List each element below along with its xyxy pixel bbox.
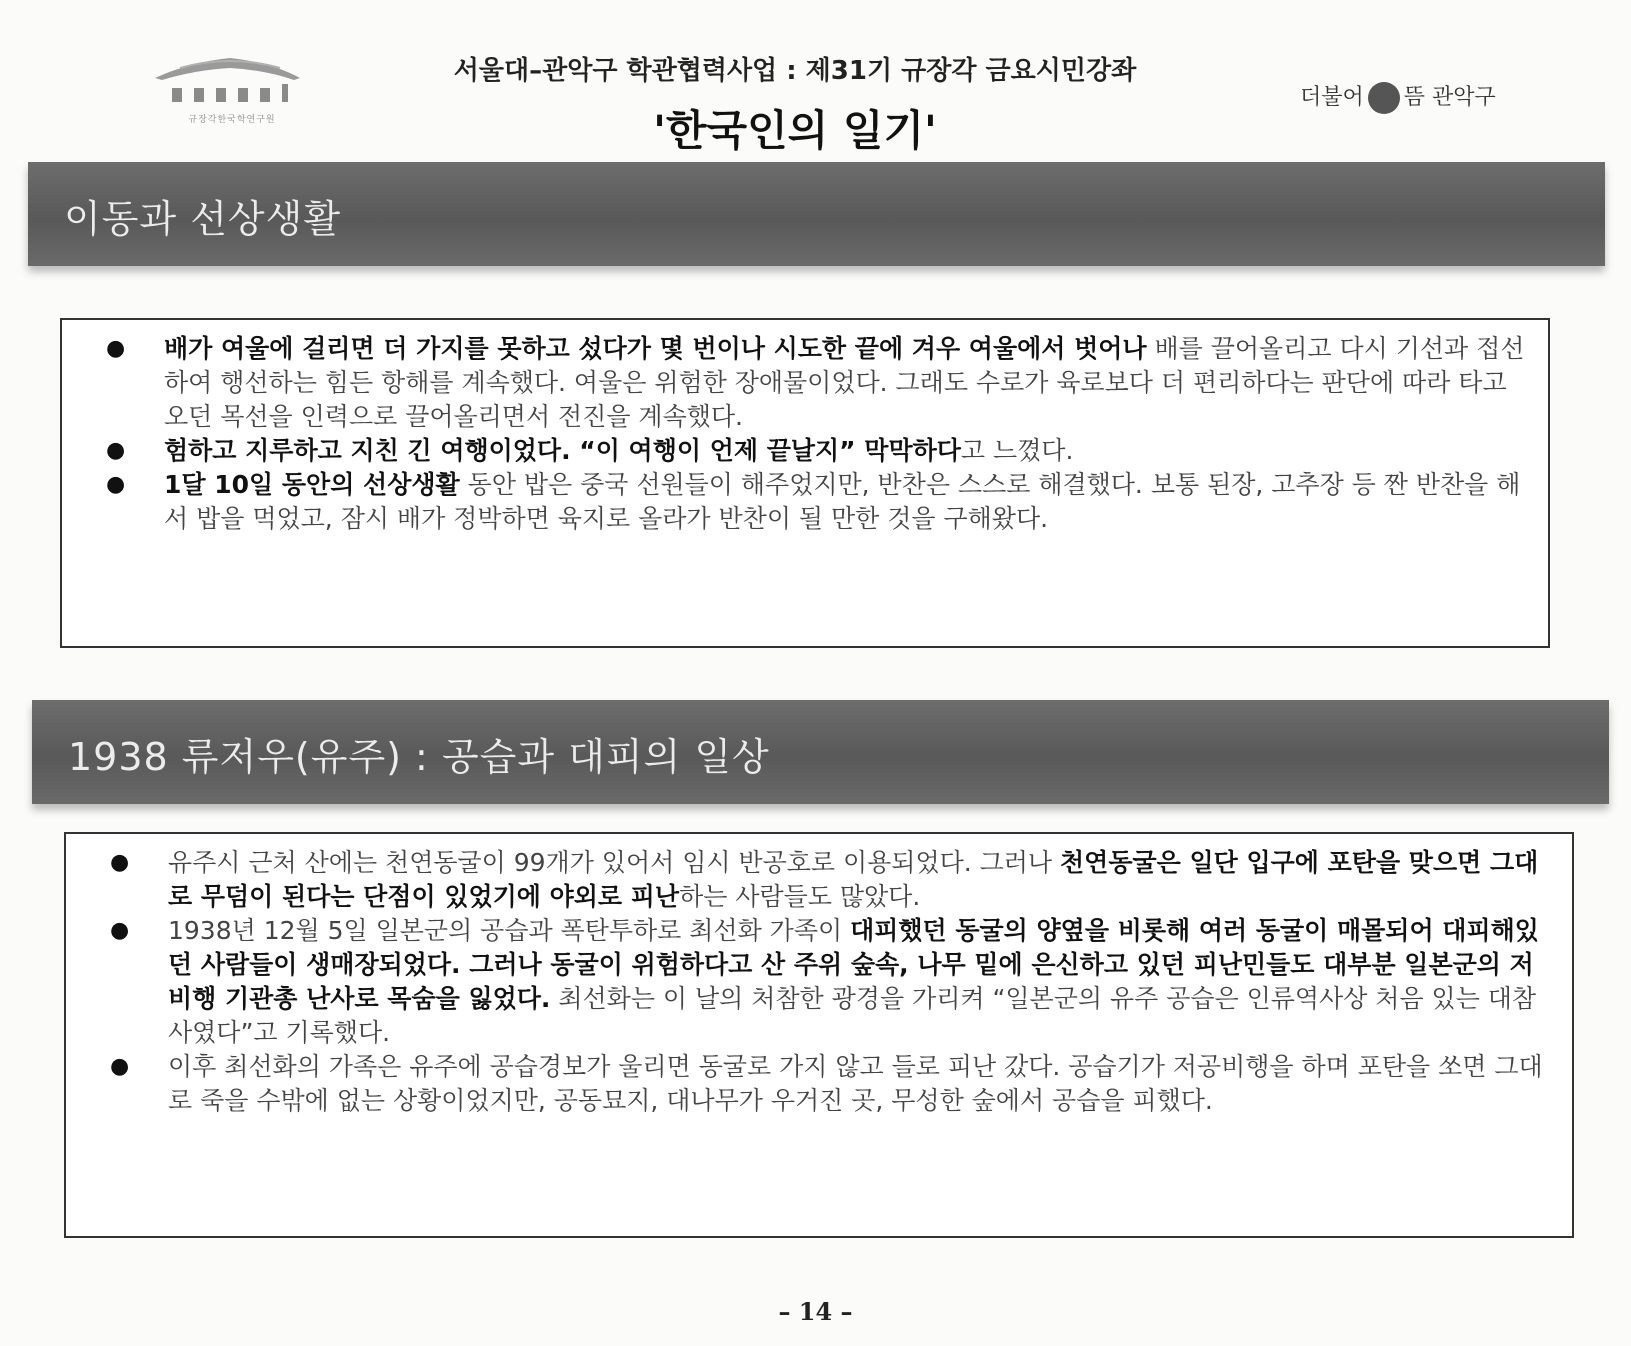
section-heading-bar	[32, 700, 1609, 804]
emphasis-text: 천연동굴은 일단 입구에 포탄을 맞으면 그대로 무덤이 된다는 단점이 있었기에 야외로 피난	[168, 848, 1539, 911]
section-content-box	[60, 318, 1550, 648]
list-item	[98, 332, 1530, 434]
kyujanggak-logo	[150, 48, 320, 138]
section-heading: 이동과 선상생활	[64, 197, 342, 241]
list-item	[98, 434, 1530, 468]
logo-text-b: 뜸 관악구	[1403, 85, 1496, 110]
bullet-list	[102, 846, 1554, 1118]
bullet-icon: ●	[106, 472, 126, 497]
bullet-icon: ●	[106, 336, 126, 361]
section-content-box	[64, 832, 1574, 1238]
emphasis-text: 1달 10일 동안의 선상생활	[164, 470, 460, 499]
body-text: 배를 끌어올리고 다시 기선과 접선하여 행선하는 힘든 항해를 계속했다. 여울은 위험한 장애물이었다. 그래도 수로가 육로보다 더 편리하다는 판단에 따라 타고 오던 목선을 인력으로 끌어올리면서 전진을 계속했다.	[164, 334, 1525, 431]
list-item	[102, 914, 1554, 1050]
body-text: 이후 최선화의 가족은 유주에 공습경보가 울리면 동굴로 가지 않고 들로 피난 갔다. 공습기가 저공비행을 하며 포탄을 쏘면 그대로 죽을 수밖에 없는 상황이었지만, 공동묘지, 대나무가 우거진 곳, 무성한 숲에서 공습을 피했다.	[168, 1052, 1543, 1115]
logo-caption: 규장각한국학연구원	[188, 115, 276, 125]
emphasis-text: 험하고 지루하고 지친 긴 여행이었다. “이 여행이 언제 끝날지” 막막하다	[164, 436, 961, 465]
bullet-icon: ●	[110, 918, 130, 943]
section-heading-bar	[28, 162, 1605, 266]
page-header	[0, 0, 1631, 160]
list-item	[102, 846, 1554, 914]
smile-mark-icon	[1368, 82, 1400, 114]
series-subtitle: 서울대–관악구 학관협력사업 : 제31기 규장각 금요시민강좌	[453, 56, 1137, 86]
emphasis-text: 배가 여울에 걸리면 더 가지를 못하고 섰다가 몇 번이나 시도한 끝에 겨우 여울에서 벗어나	[164, 334, 1147, 363]
body-text: 하는 사람들도 많았다.	[679, 882, 921, 911]
list-item	[98, 468, 1530, 536]
page-title: '한국인의 일기'	[653, 106, 937, 155]
list-item	[102, 1050, 1554, 1118]
body-text: 유주시 근처 산에는 천연동굴이 99개가 있어서 임시 반공호로 이용되었다. 그러나	[168, 848, 1061, 877]
body-text: 동안 밥은 중국 선원들이 해주었지만, 반찬은 스스로 해결했다. 보통 된장, 고추장 등 짠 반찬을 해서 밥을 먹었고, 잠시 배가 정박하면 육지로 올라가 반찬이 될 만한 것을 구해왔다.	[164, 470, 1521, 533]
bullet-icon: ●	[110, 1054, 130, 1079]
logo-text-a: 더불어	[1300, 85, 1364, 110]
page-number: – 14 –	[778, 1297, 853, 1326]
body-text: 고 느꼈다.	[960, 436, 1074, 465]
gwanak-logo	[1300, 80, 1520, 130]
bullet-icon: ●	[106, 438, 126, 463]
pavilion-icon	[150, 48, 310, 110]
section-heading: 1938 류저우(유주) : 공습과 대피의 일상	[68, 735, 770, 779]
body-text: 1938년 12월 5일 일본군의 공습과 폭탄투하로 최선화 가족이	[168, 916, 851, 945]
body-text: 최선화는 이 날의 처참한 광경을 가리켜 “일본군의 유주 공습은 인류역사상 처음 있는 대참사였다”고 기록했다.	[168, 984, 1537, 1047]
emphasis-text: 대피했던 동굴의 양옆을 비롯해 여러 동굴이 매몰되어 대피해있던 사람들이 생매장되었다. 그러나 동굴이 위험하다고 산 주위 숲속, 나무 밑에 은신하고 있던 피난민들도 대부분 일본군의 저비행 기관총 난사로 목숨을 잃었다.	[168, 916, 1539, 1013]
bullet-list	[98, 332, 1530, 536]
bullet-icon: ●	[110, 850, 130, 875]
